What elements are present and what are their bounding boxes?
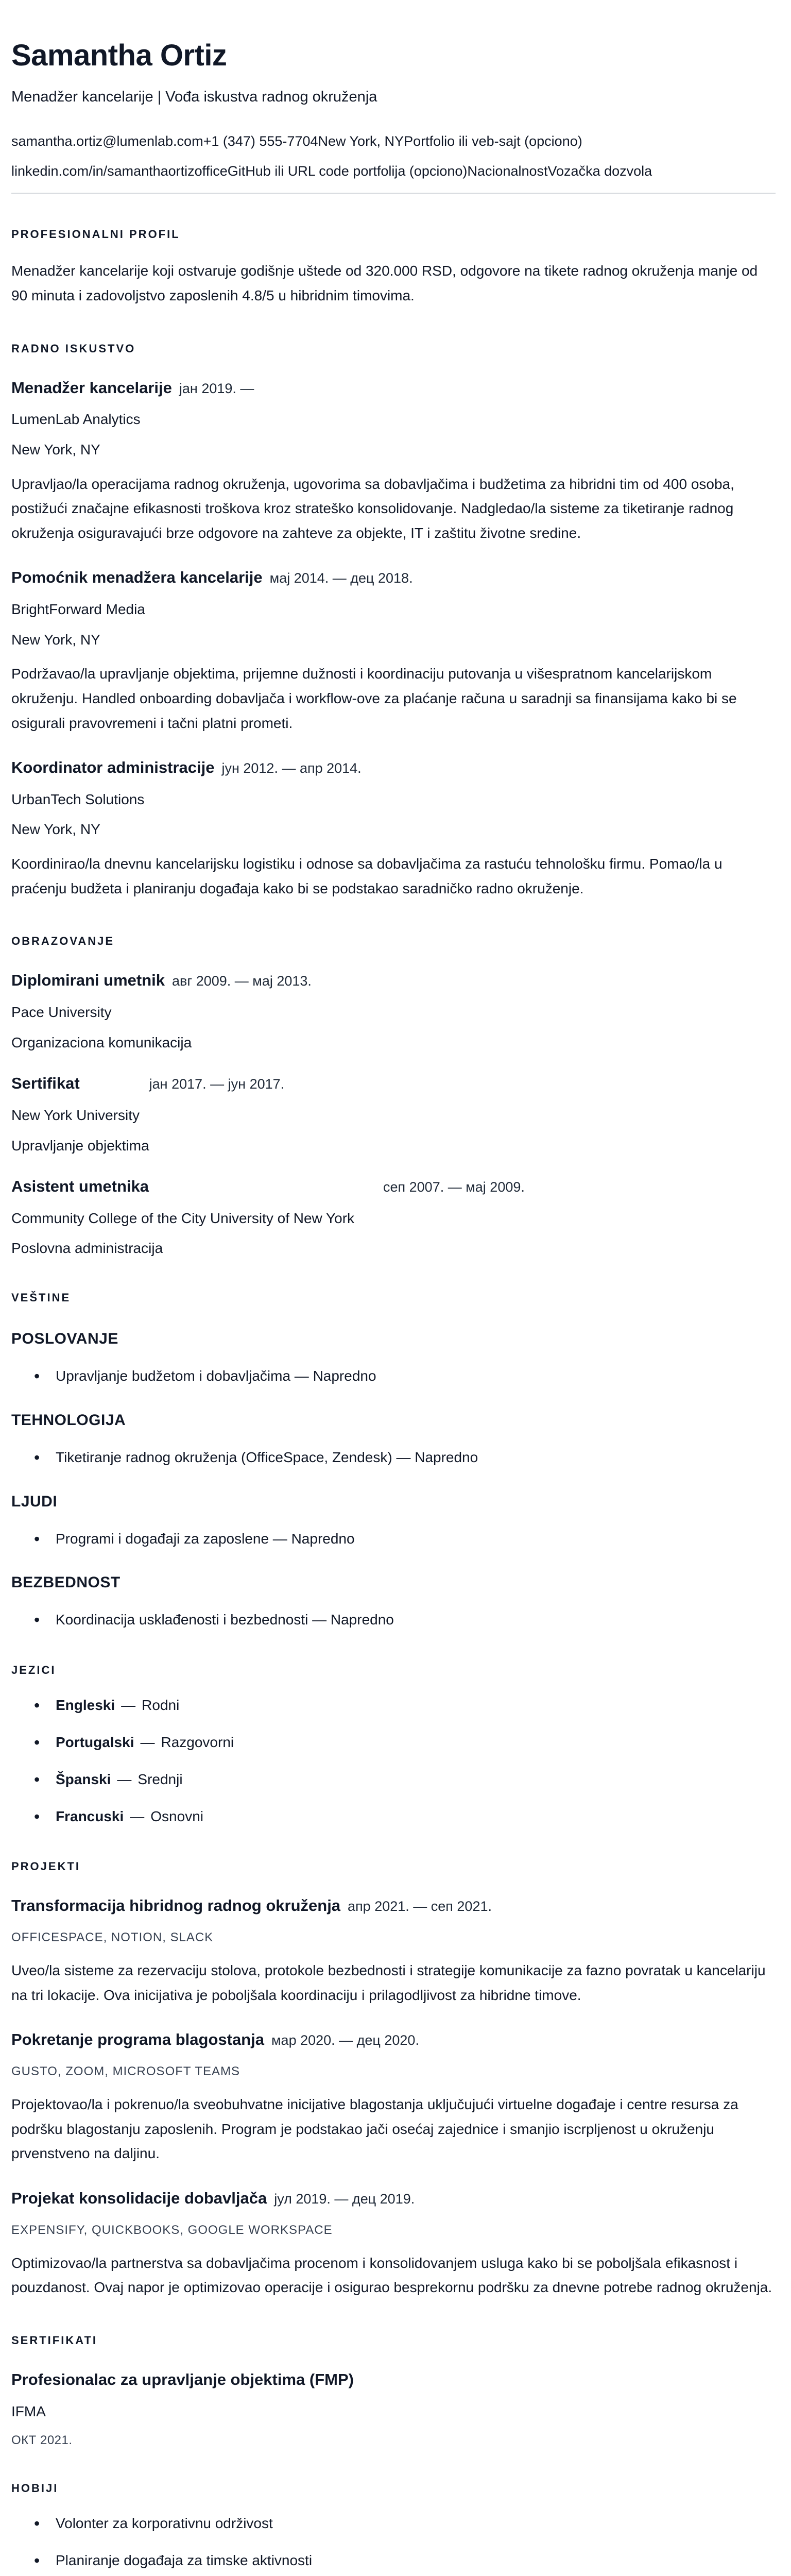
job-location: New York, NY [11,821,100,838]
degree-title: Diplomirani umetnik [11,971,165,990]
job-description: Podržavao/la upravljanje objektima, prijemne dužnosti i koordinaciju putovanja u višespratnom kancelarijskom okruženju. Handled onboarding dobavljača i workflow-ove za plaćanje računa u saradnji sa finansijama kako bi se osigurali pravovremeni i tačni platni prometi. [11,666,737,731]
project-entry-header [11,2189,776,2209]
section-projects [11,1860,776,2299]
job-dates: јун 2012. — апр 2014. [221,760,362,776]
language-item [11,1807,776,1826]
skill-list [11,1610,776,1630]
education-entry [11,971,776,1051]
skill-group [11,1493,776,1549]
project-tools: EXPENSIFY, QUICKBOOKS, GOOGLE WORKSPACE [11,2223,333,2237]
section-heading-experience: RADNO ISKUSTVO [11,342,136,355]
contact-info [11,133,776,180]
project-entry [11,2189,776,2300]
skill-category-heading: POSLOVANJE [11,1330,118,1348]
section-heading-certificates: SERTIFIKATI [11,2333,98,2347]
project-title: Projekat konsolidacije dobavljača [11,2189,267,2207]
language-separator: — [117,1771,132,1787]
job-entry [11,758,776,901]
job-location: New York, NY [11,631,100,648]
skill-category-heading: LJUDI [11,1493,58,1510]
project-dates: мар 2020. — дец 2020. [271,2032,419,2048]
project-description: Optimizovao/la partnerstva sa dobavljačima procenom i konsolidovanjem usluga kako bi se poboljšala efikasnost i pouzdanost. Ovaj napor je optimizovao operacije i osigurao besprekornu podršku za dnevne potrebe radnog okruženja. [11,2255,772,2296]
education-entry [11,1177,776,1257]
job-dates: јан 2019. — [179,380,254,396]
skill-list [11,1366,776,1386]
job-entry-header [11,568,776,588]
job-entry-header [11,758,776,778]
project-title: Pokretanje programa blagostanja [11,2030,264,2049]
resume-header [11,40,776,194]
job-location: New York, NY [11,442,100,457]
language-list [11,1696,776,1826]
certificate-entry [11,2370,776,2448]
job-entry-header [11,378,776,398]
education-entry [11,1074,776,1154]
skill-group [11,1330,776,1386]
job-title: Pomoćnik menadžera kancelarije [11,568,263,587]
degree-title: Asistent umetnika [11,1177,149,1196]
language-item [11,1770,776,1789]
header-divider [11,193,776,194]
project-tools: GUSTO, ZOOM, MICROSOFT TEAMS [11,2064,240,2079]
skill-item: • Tiketiranje radnog okruženja (OfficeSpace, Zendesk) — Napredno [11,1448,776,1467]
skill-group [11,1574,776,1630]
education-dates: авг 2009. — мај 2013. [171,973,312,989]
section-hobbies [11,2482,776,2576]
education-dates: сеп 2007. — мај 2009. [383,1179,525,1195]
language-separator: — [130,1808,145,1824]
education-entry-header [11,1177,776,1197]
project-dates: апр 2021. — сеп 2021. [348,1899,492,1914]
job-company: UrbanTech Solutions [11,791,145,807]
language-name: Portugalski [56,1734,134,1751]
language-separator: — [121,1697,136,1714]
job-description: Upravljao/la operacijama radnog okruženja, ugovorima sa dobavljačima i budžetima za hibridni tim od 400 osoba, postižući značajne efikasnosti troškova kroz strateško konsolidovanje. Nadgledao/la sisteme za tiketiranje radnog okruženja osiguravajući brze odgovore na zahteve za objekte, IT i zaštitu životne sredine. [11,476,734,541]
candidate-name: Samantha Ortiz [11,39,227,72]
section-heading-profile: PROFESIONALNI PROFIL [11,228,180,241]
candidate-title: Menadžer kancelarije | Vođa iskustva radnog okruženja [11,88,377,105]
job-title: Koordinator administracije [11,758,215,777]
job-company: LumenLab Analytics [11,411,141,428]
job-title: Menadžer kancelarije [11,378,172,397]
project-description: Uveo/la sisteme za rezervaciju stolova, protokole bezbednosti i strategije komunikacije za fazno povratak u kancelariju na tri lokacije. Ova inicijativa je poboljšala koordinaciju i prilagodljivost za hibridne timove. [11,1962,766,2003]
language-separator: — [140,1734,155,1751]
education-entry-header [11,1074,776,1094]
section-profile [11,228,776,308]
language-item [11,1733,776,1752]
field-of-study: Upravljanje objektima [11,1137,149,1154]
job-entry [11,378,776,546]
job-company: BrightForward Media [11,601,145,618]
language-level: Rodni [142,1697,180,1714]
project-entry [11,2030,776,2166]
section-skills [11,1291,776,1630]
skill-item: • Koordinacija usklađenosti i bezbednosti — Napredno [11,1610,776,1630]
field-of-study: Poslovna administracija [11,1240,163,1257]
school-name: Pace University [11,1004,112,1020]
section-heading-skills: VEŠTINE [11,1291,71,1304]
school-name: New York University [11,1107,140,1123]
section-education [11,935,776,1257]
contact-line-1: samantha.ortiz@lumenlab.com+1 (347) 555-7704New York, NYPortfolio ili veb-sajt (opciono) [11,133,582,149]
language-name: Španski [56,1771,111,1787]
hobby-list [11,2514,776,2576]
job-dates: мај 2014. — дец 2018. [269,570,413,586]
education-dates: јан 2017. — јун 2017. [149,1076,285,1092]
skill-item: • Upravljanje budžetom i dobavljačima — Napredno [11,1366,776,1386]
section-experience [11,342,776,901]
profile-text: Menadžer kancelarije koji ostvaruje godišnje uštede od 320.000 RSD, odgovore na tikete radnog okruženja manje od 90 minuta i zadovoljstvo zaposlenih 4.8/5 u hibridnim timovima. [11,263,758,304]
project-entry [11,1896,776,2007]
job-entry [11,568,776,735]
skill-group [11,1412,776,1467]
section-heading-languages: JEZICI [11,1664,56,1677]
language-item [11,1696,776,1715]
project-title: Transformacija hibridnog radnog okruženja [11,1896,341,1915]
section-certificates [11,2334,776,2448]
section-heading-hobbies: HOBIJI [11,2482,59,2495]
language-level: Srednji [137,1771,183,1787]
hobby-item: • Volonter za korporativnu održivost [11,2514,776,2533]
language-name: Engleski [56,1697,115,1714]
project-description: Projektovao/la i pokrenuo/la sveobuhvatne inicijative blagostanja uključujući virtuelne događaje i centre resursa za podršku blagostanju zaposlenih. Program je podstakao jači osećaj zajednice i smanjio iscrpljenost u okruženju prvenstveno na daljinu. [11,2096,738,2162]
certificate-date: ОКТ 2021. [11,2433,73,2448]
contact-line-2: linkedin.com/in/samanthaortizofficeGitHub ili URL code portfolija (opciono)NacionalnostVozačka dozvola [11,163,652,179]
certificate-issuer: IFMA [11,2403,46,2419]
school-name: Community College of the City University of New York [11,1210,355,1226]
degree-title: Sertifikat [11,1074,80,1093]
project-dates: јул 2019. — дец 2019. [274,2191,415,2207]
language-level: Razgovorni [161,1734,234,1751]
job-description: Koordinirao/la dnevnu kancelarijsku logistiku i odnose sa dobavljačima za rastuću tehnološku firmu. Pomao/la u praćenju budžeta i planiranju događaja kako bi se podstakao saradničko radno okruženje. [11,856,723,896]
language-level: Osnovni [150,1808,203,1824]
skill-category-heading: BEZBEDNOST [11,1574,121,1591]
skill-category-heading: TEHNOLOGIJA [11,1411,126,1429]
skill-item: • Programi i događaji za zaposlene — Napredno [11,1529,776,1549]
education-entry-header [11,971,776,991]
skill-list [11,1529,776,1549]
language-name: Francuski [56,1808,124,1824]
section-languages [11,1664,776,1826]
section-heading-projects: PROJEKTI [11,1860,81,1873]
project-entry-header [11,1896,776,1916]
project-tools: OFFICESPACE, NOTION, SLACK [11,1930,214,1945]
section-heading-education: OBRAZOVANJE [11,935,115,948]
skill-list [11,1448,776,1467]
certificate-entry-header [11,2370,776,2390]
field-of-study: Organizaciona komunikacija [11,1034,192,1050]
project-entry-header [11,2030,776,2050]
certificate-title: Profesionalac za upravljanje objektima (FMP) [11,2370,354,2388]
hobby-item: • Planiranje događaja za timske aktivnosti [11,2551,776,2570]
